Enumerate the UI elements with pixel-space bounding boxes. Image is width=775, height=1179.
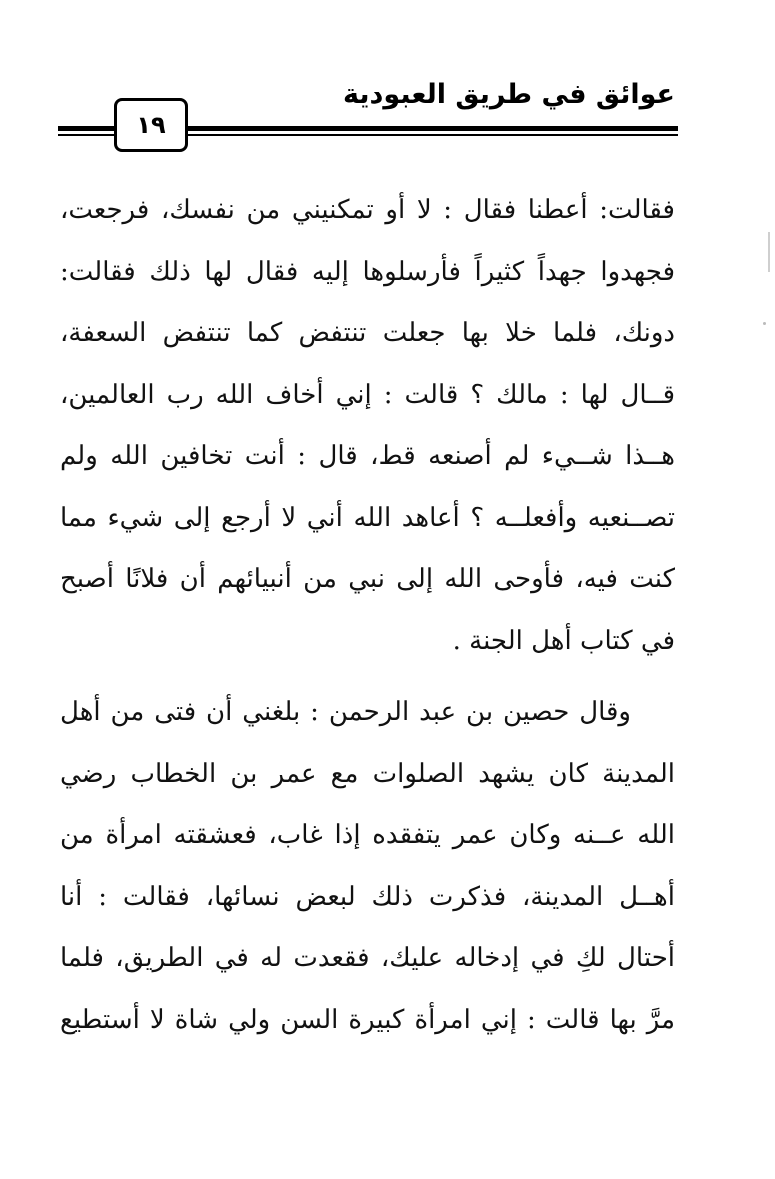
text-line: مرَّ بها قالت : إني امرأة كبيرة السن ولي شاة لا أستطيع xyxy=(60,1004,675,1035)
scan-margin-dot xyxy=(763,322,766,325)
running-title: عوائق في طريق العبودية xyxy=(343,79,675,110)
text-line: قــال لها : مالك ؟ قالت : إني أخاف الله رب العالمين، xyxy=(60,379,675,410)
text-line: أهــل المدينة، فذكرت ذلك لبعض نسائها، فقالت : أنا xyxy=(60,881,675,912)
text-line-content: وقال حصين بن عبد الرحمن : بلغني أن فتى من أهل xyxy=(60,697,631,727)
text-line-indented xyxy=(60,682,675,744)
text-line: تصــنعيه وأفعلــه ؟ أعاهد الله أني لا أرجع إلى شيء مما xyxy=(60,502,675,533)
text-line: في كتاب أهل الجنة . xyxy=(452,625,675,656)
paragraph-1 xyxy=(60,180,675,672)
body-text xyxy=(60,180,675,1051)
text-line: فجهدوا جهداً كثيراً فأرسلوها إليه فقال لها ذلك فقالت: xyxy=(60,256,675,287)
text-line: هــذا شــيء لم أصنعه قط، قال : أنت تخافين الله ولم xyxy=(60,441,675,471)
page-number: ١٩ xyxy=(114,98,188,152)
paragraph-2 xyxy=(60,682,675,1051)
text-line: أحتال لكِ في إدخاله عليك، فقعدت له في الطريق، فلما xyxy=(60,943,675,973)
text-line: الله عــنه وكان عمر يتفقده إذا غاب، فعشقته امرأة من xyxy=(60,820,675,850)
text-line: دونك، فلما خلا بها جعلت تنتفض كما تنتفض السعفة، xyxy=(60,318,675,348)
text-line: فقالت: أعطنا فقال : لا أو تمكنيني من نفسك، فرجعت، xyxy=(60,195,675,225)
scan-margin-mark xyxy=(768,232,770,272)
paragraph-gap xyxy=(60,672,675,682)
text-line: المدينة كان يشهد الصلوات مع عمر بن الخطاب رضي xyxy=(60,758,675,789)
text-line: كنت فيه، فأوحى الله إلى نبي من أنبيائهم أن فلانًا أصبح xyxy=(60,564,675,594)
